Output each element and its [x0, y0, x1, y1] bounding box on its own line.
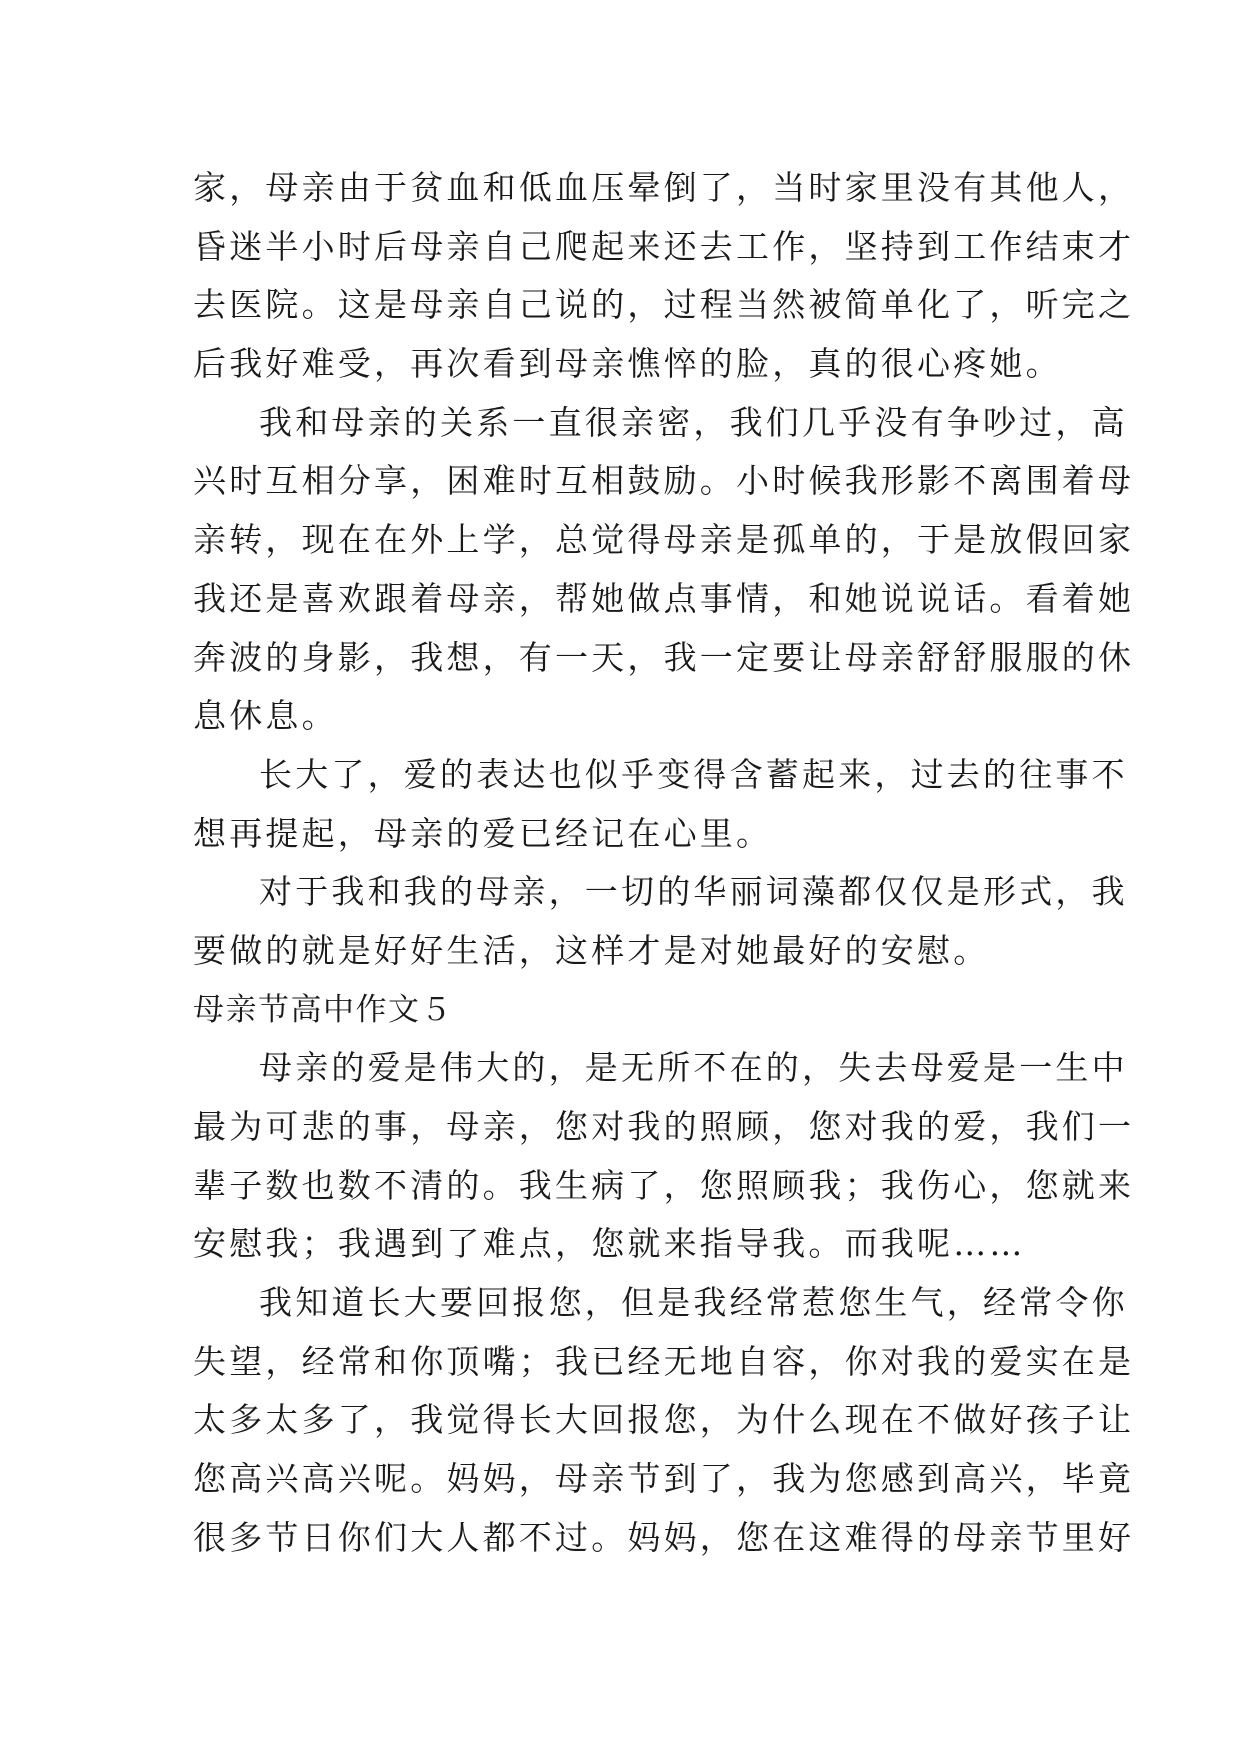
- text-line: 家，母亲由于贫血和低血压晕倒了，当时家里没有其他人，: [193, 168, 1135, 207]
- paragraph-start-line: 我知道长大要回报您，但是我经常惹您生气，经常令你: [259, 1283, 1128, 1323]
- text-line: 安慰我；我遇到了难点，您就来指导我。而我呢……: [193, 1224, 1026, 1264]
- text-line: 太多太多了，我觉得长大回报您，为什么现在不做好孩子让: [193, 1400, 1135, 1440]
- paragraph-start-line: 我和母亲的关系一直很亲密，我们几乎没有争吵过，高: [259, 402, 1128, 442]
- text-line: 后我好难受，再次看到母亲憔悴的脸，真的很心疼她。: [193, 344, 1062, 384]
- text-line: 辈子数也数不清的。我生病了，您照顾我；我伤心，您就来: [193, 1165, 1135, 1205]
- text-line: 想再提起，母亲的爱已经记在心里。: [193, 813, 773, 853]
- text-line: 失望，经常和你顶嘴；我已经无地自容，你对我的爱实在是: [193, 1341, 1135, 1381]
- text-line: 我还是喜欢跟着母亲，帮她做点事情，和她说说话。看着她: [193, 578, 1135, 618]
- text-line: 去医院。这是母亲自己说的，过程当然被简单化了，听完之: [193, 285, 1135, 325]
- paragraph-start-line: 对于我和我的母亲，一切的华丽词藻都仅仅是形式，我: [259, 872, 1128, 912]
- text-line: 要做的就是好好生活，这样才是对她最好的安慰。: [193, 930, 990, 970]
- text-line: 息休息。: [193, 696, 338, 736]
- section-heading: 母亲节高中作文５: [193, 991, 453, 1028]
- text-line: 很多节日你们大人都不过。妈妈，您在这难得的母亲节里好: [193, 1517, 1135, 1557]
- paragraph-start-line: 母亲的爱是伟大的，是无所不在的，失去母爱是一生中: [259, 1048, 1128, 1088]
- paragraph-start-line: 长大了，爱的表达也似乎变得含蓄起来，过去的往事不: [259, 754, 1128, 794]
- text-line: 亲转，现在在外上学，总觉得母亲是孤单的，于是放假回家: [193, 520, 1135, 560]
- essay-text: [193, 159, 1135, 1568]
- text-line: 最为可悲的事，母亲，您对我的照顾，您对我的爱，我们一: [193, 1107, 1135, 1146]
- text-line: 兴时互相分享，困难时互相鼓励。小时候我形影不离围着母: [193, 461, 1135, 501]
- text-line: 奔波的身影，我想，有一天，我一定要让母亲舒舒服服的休: [193, 637, 1135, 677]
- text-line: 昏迷半小时后母亲自己爬起来还去工作，坚持到工作结束才: [193, 226, 1135, 266]
- text-line: 您高兴高兴呢。妈妈，母亲节到了，我为您感到高兴，毕竟: [193, 1459, 1135, 1499]
